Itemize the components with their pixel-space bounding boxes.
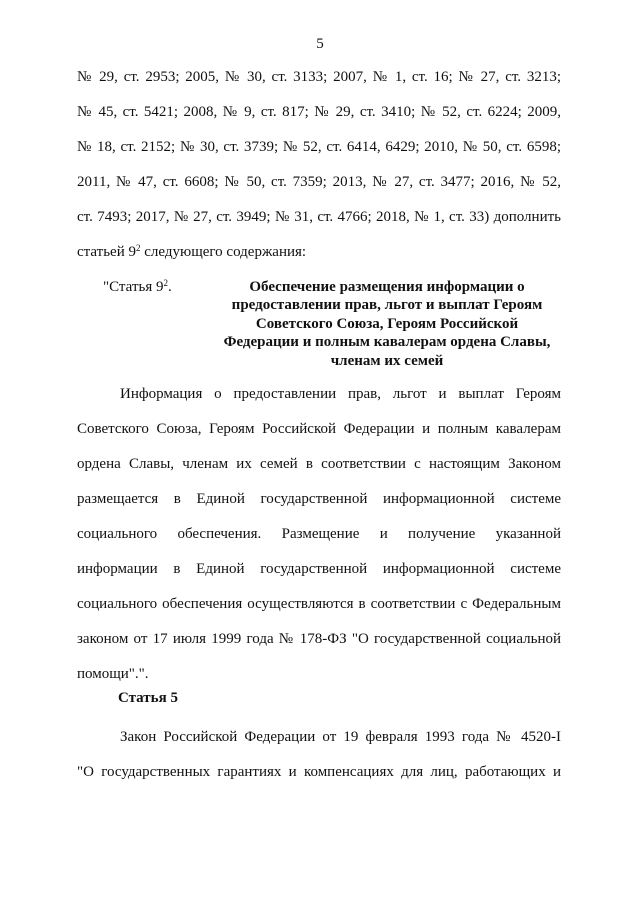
text-fragment: . xyxy=(167,279,172,295)
text-line: 2011, № 47, ст. 6608; № 50, ст. 7359; 2013, № 27, ст. 3477; 2016, № 52, xyxy=(77,174,561,190)
text-fragment: следующего содержания: xyxy=(140,244,307,260)
article-title xyxy=(212,278,562,370)
text-line: размещается в Единой государственной информационной системе xyxy=(77,491,561,507)
superscript: 2 xyxy=(136,243,141,253)
text-line: Информация о предоставлении прав, льгот и выплат Героям xyxy=(120,386,561,402)
text-line: № 45, ст. 5421; 2008, № 9, ст. 817; № 29, ст. 3410; № 52, ст. 6224; 2009, xyxy=(77,104,561,120)
text-line: законом от 17 июля 1999 года № 178-ФЗ "О государственной социальной xyxy=(77,631,561,647)
page-number: 5 xyxy=(316,36,324,52)
text-line: Советского Союза, Героям Российской Федерации и полным кавалерам xyxy=(77,421,561,437)
text-line: № 29, ст. 2953; 2005, № 30, ст. 3133; 2007, № 1, ст. 16; № 27, ст. 3213; xyxy=(77,69,561,85)
text-line: № 18, ст. 2152; № 30, ст. 3739; № 52, ст. 6414, 6429; 2010, № 50, ст. 6598; xyxy=(77,139,561,155)
text-fragment: "Статья 9 xyxy=(103,279,164,295)
text-fragment: статьей 9 xyxy=(77,244,136,260)
title-line: предоставлении прав, льгот и выплат Героям xyxy=(231,297,543,314)
text-line: ордена Славы, членам их семей в соответствии с настоящим Законом xyxy=(77,456,561,472)
title-line: Федерации и полным кавалерам ордена Славы, xyxy=(223,334,551,351)
title-line: членам их семей xyxy=(330,352,444,369)
text-line: социального обеспечения осуществляются в соответствии с Федеральным xyxy=(77,596,561,612)
title-line: Советского Союза, Героям Российской xyxy=(255,315,519,332)
superscript: 2 xyxy=(163,278,168,288)
text-line: Закон Российской Федерации от 19 февраля 1993 года № 4520-I xyxy=(120,729,561,745)
text-line: информации в Единой государственной информационной системе xyxy=(77,561,561,577)
text-line: ст. 7493; 2017, № 27, ст. 3949; № 31, ст. 4766; 2018, № 1, ст. 33) дополнить xyxy=(77,209,561,225)
text-line: социального обеспечения. Размещение и получение указанной xyxy=(77,526,561,542)
text-line: помощи".". xyxy=(77,666,149,682)
text-line: "О государственных гарантиях и компенсациях для лиц, работающих и xyxy=(77,764,561,780)
article5-heading: Статья 5 xyxy=(118,690,178,706)
article-label xyxy=(103,278,172,296)
text-line xyxy=(77,235,306,270)
title-line: Обеспечение размещения информации о xyxy=(249,279,525,295)
